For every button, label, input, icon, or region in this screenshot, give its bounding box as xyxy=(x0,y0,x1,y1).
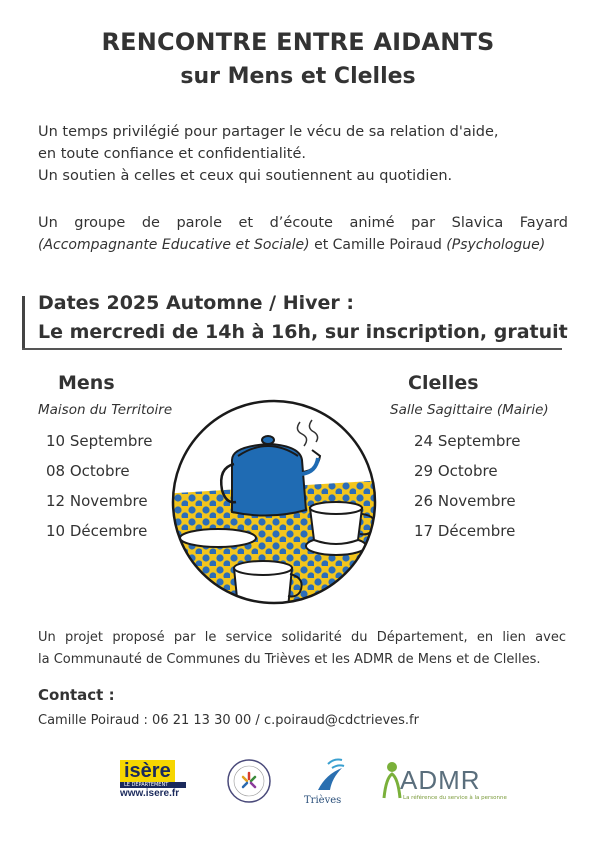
mens-date-2: 08 Octobre xyxy=(46,462,130,480)
mens-date-4: 10 Décembre xyxy=(46,522,148,540)
project-line-2: la Communauté de Communes du Trièves et les ADMR de Mens et de Clelles. xyxy=(38,652,541,667)
intro-paragraph xyxy=(38,121,568,187)
mens-date-1: 10 Septembre xyxy=(46,432,153,450)
isere-logo-word: isère xyxy=(120,760,175,782)
mens-venue: Maison du Territoire xyxy=(38,402,173,418)
contact-details: Camille Poiraud : 06 21 13 30 00 / c.poiraud@cdctrieves.fr xyxy=(38,713,419,728)
mens-date-3: 12 Novembre xyxy=(46,492,148,510)
project-line-1: Un projet proposé par le service solidarité du Département, en lien avec xyxy=(38,630,566,645)
clelles-date-2: 29 Octobre xyxy=(414,462,498,480)
admr-logo-word: ADMR xyxy=(400,765,481,795)
trieves-logo-icon xyxy=(312,756,348,794)
clelles-city: Clelles xyxy=(408,372,479,394)
tea-illustration xyxy=(160,398,388,606)
role-camille: (Psychologue) xyxy=(446,237,546,253)
saucer-icon xyxy=(180,529,256,547)
page-title: RENCONTRE ENTRE AIDANTS xyxy=(101,28,495,56)
intro-line-1: Un temps privilégié pour partager le vécu de sa relation d'aide, xyxy=(38,124,499,140)
dates-box-bottom-border xyxy=(22,348,562,350)
partner-seal-logo xyxy=(221,757,277,805)
dates-box-left-border xyxy=(22,296,25,350)
isere-logo-sub: LE DÉPARTEMENT xyxy=(120,782,186,788)
project-paragraph xyxy=(38,627,566,671)
intro-line-3: Un soutien à celles et ceux qui soutiennent au quotidien. xyxy=(38,168,453,184)
dates-season: Dates 2025 Automne / Hiver : xyxy=(38,292,354,314)
role-slavica: (Accompagnante Educative et Sociale) xyxy=(38,237,310,253)
dates-schedule: Le mercredi de 14h à 16h, sur inscription, gratuit xyxy=(38,321,568,343)
isere-logo xyxy=(120,760,200,800)
clelles-date-1: 24 Septembre xyxy=(414,432,521,450)
clelles-venue: Salle Sagittaire (Mairie) xyxy=(390,402,549,418)
mens-city: Mens xyxy=(58,372,115,394)
isere-url: www.isere.fr xyxy=(120,788,180,799)
group-and: et Camille Poiraud xyxy=(309,237,447,253)
admr-logo-tagline: La référence du service à la personne xyxy=(403,795,507,801)
clelles-date-3: 26 Novembre xyxy=(414,492,516,510)
clelles-date-4: 17 Décembre xyxy=(414,522,516,540)
group-line-1: Un groupe de parole et d’écoute animé par Slavica Fayard xyxy=(38,215,568,231)
intro-line-2: en toute confiance et confidentialité. xyxy=(38,146,306,162)
trieves-logo-label: Trièves xyxy=(304,795,342,806)
group-line-2 xyxy=(38,234,568,256)
contact-heading: Contact : xyxy=(38,686,115,704)
page-subtitle: sur Mens et Clelles xyxy=(180,64,416,89)
